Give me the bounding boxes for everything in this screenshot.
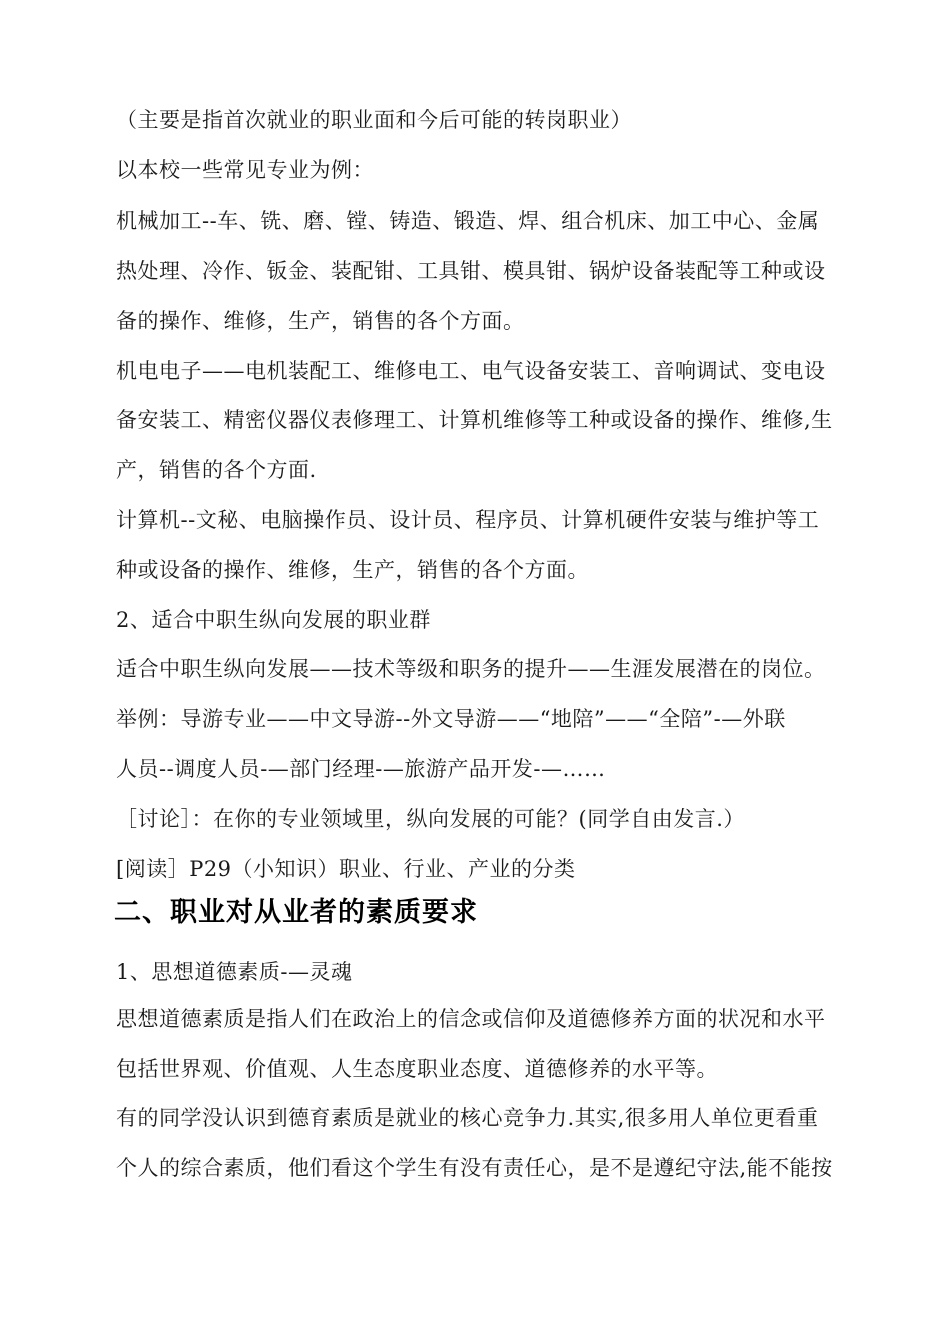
text-line: 人员--调度人员-—部门经理-—旅游产品开发-—……	[116, 757, 606, 781]
text-line: 备的操作、维修，生产，销售的各个方面。	[116, 309, 525, 333]
text-line: 有的同学没认识到德育素质是就业的核心竞争力.其实,很多用人单位更看重	[116, 1106, 819, 1130]
text-line: 计算机--文秘、电脑操作员、设计员、程序员、计算机硬件安装与维护等工	[116, 508, 820, 532]
text-line: 适合中职生纵向发展——技术等级和职务的提升——生涯发展潜在的岗位。	[116, 657, 826, 681]
text-line: 以本校一些常见专业为例：	[116, 158, 374, 182]
section-heading: 二、职业对从业者的素质要求	[114, 897, 478, 928]
text-line: ［讨论］：在你的专业领域里，纵向发展的可能？(同学自由发言.）	[116, 807, 745, 831]
text-line: 思想道德素质是指人们在政治上的信念或信仰及道德修养方面的状况和水平	[116, 1007, 826, 1031]
text-line: 热处理、冷作、钣金、装配钳、工具钳、模具钳、锅炉设备装配等工种或设	[116, 259, 826, 283]
text-line: [阅读］P29（小知识）职业、行业、产业的分类	[116, 857, 576, 881]
text-line: 机械加工--车、铣、磨、镗、铸造、锻造、焊、组合机床、加工中心、金属	[116, 209, 820, 233]
text-line: 备安装工、精密仪器仪表修理工、计算机维修等工种或设备的操作、维修,生	[116, 408, 833, 432]
text-line: 包括世界观、价值观、人生态度职业态度、道德修养的水平等。	[116, 1057, 718, 1081]
text-line: 产，销售的各个方面.	[116, 458, 317, 482]
text-line: 1、思想道德素质-—灵魂	[116, 960, 353, 984]
text-line: （主要是指首次就业的职业面和今后可能的转岗职业）	[116, 108, 632, 132]
text-line: 种或设备的操作、维修，生产，销售的各个方面。	[116, 558, 589, 582]
text-line: 机电电子——电机装配工、维修电工、电气设备安装工、音响调试、变电设	[116, 359, 826, 383]
text-line: 2、适合中职生纵向发展的职业群	[116, 608, 431, 632]
text-line: 个人的综合素质，他们看这个学生有没有责任心，是不是遵纪守法,能不能按	[116, 1156, 833, 1180]
text-line: 举例：导游专业——中文导游--外文导游——“地陪”——“全陪”-—外联	[116, 707, 786, 731]
